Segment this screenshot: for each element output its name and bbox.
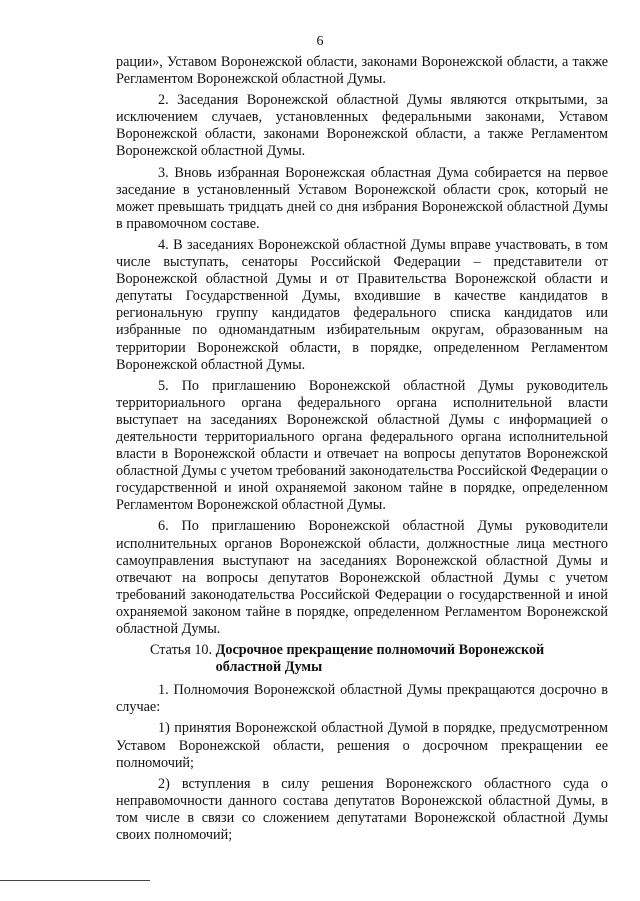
article-heading: [150, 642, 608, 676]
paragraph-continuation: рации», Уставом Воронежской области, законами Воронежской области, а также Регламентом Воронежской областной Думы.: [116, 54, 608, 88]
paragraph-item-3: 3. Вновь избранная Воронежская областная Дума собирается на первое заседание в установленный Уставом Воронежской области срок, который не может превышать тридцать дней со дня избрания Воронежской областной Думы в правомочном составе.: [116, 164, 608, 232]
article-paragraph-1: 1. Полномочия Воронежской областной Думы прекращаются досрочно в случае:: [116, 682, 608, 716]
paragraph-item-2: 2. Заседания Воронежской областной Думы являются открытыми, за исключением случаев, установленных федеральными законами, Уставом Воронежской области, законами Воронежской области, а также Регламентом Воронежской областной Думы.: [116, 92, 608, 160]
article-subitem-1: 1) принятия Воронежской областной Думой в порядке, предусмотренном Уставом Воронежской области, решения о досрочном прекращении ее полномочий;: [116, 720, 608, 771]
article-subitem-2: 2) вступления в силу решения Воронежского областного суда о неправомочности данного состава депутатов Воронежской областной Думы, в том числе в связи со сложением депутатами Воронежской областной Думы своих полномочий;: [116, 775, 608, 844]
footer-divider: [0, 880, 150, 881]
paragraph-item-6: 6. По приглашению Воронежской областной Думы руководители исполнительных органов Воронежской области, должностные лица местного самоуправления выступают на заседаниях Воронежской областной Думы и отвечают на вопросы депутатов Воронежской областной Думы с учетом требований законодательства Российской Федерации о государственной и иной охраняемой законом тайне в порядке, определенном Регламентом Воронежской областной Думы.: [116, 518, 608, 637]
paragraph-item-5: 5. По приглашению Воронежской областной Думы руководитель территориального органа федерального органа исполнительной власти выступает на заседаниях Воронежской областной Думы с информацией о деятельности территориального органа федерального органа исполнительной власти в Воронежской области и отвечает на вопросы депутатов Воронежской областной Думы с учетом требований законодательства Российской Федерации о государственной и иной охраняемой законом тайне в порядке, определенном Регламентом Воронежской областной Думы.: [116, 377, 608, 514]
page-number: 6: [316, 34, 324, 49]
document-body: [116, 54, 608, 848]
paragraph-item-4: 4. В заседаниях Воронежской областной Думы вправе участвовать, в том числе выступать, сенаторы Российской Федерации – представители от Воронежской областной Думы и от Правительства Воронежской области и депутаты Государственной Думы, входившие в качестве кандидатов в региональную группу кандидатов федерального списка кандидатов или избранные по одномандатным избирательным округам, образованным на территории Воронежской области, в порядке, определенном Регламентом Воронежской областной Думы.: [116, 236, 608, 373]
article-label: Статья 10.: [150, 642, 216, 659]
article-title: Досрочное прекращение полномочий Воронежской областной Думы: [215, 642, 545, 676]
